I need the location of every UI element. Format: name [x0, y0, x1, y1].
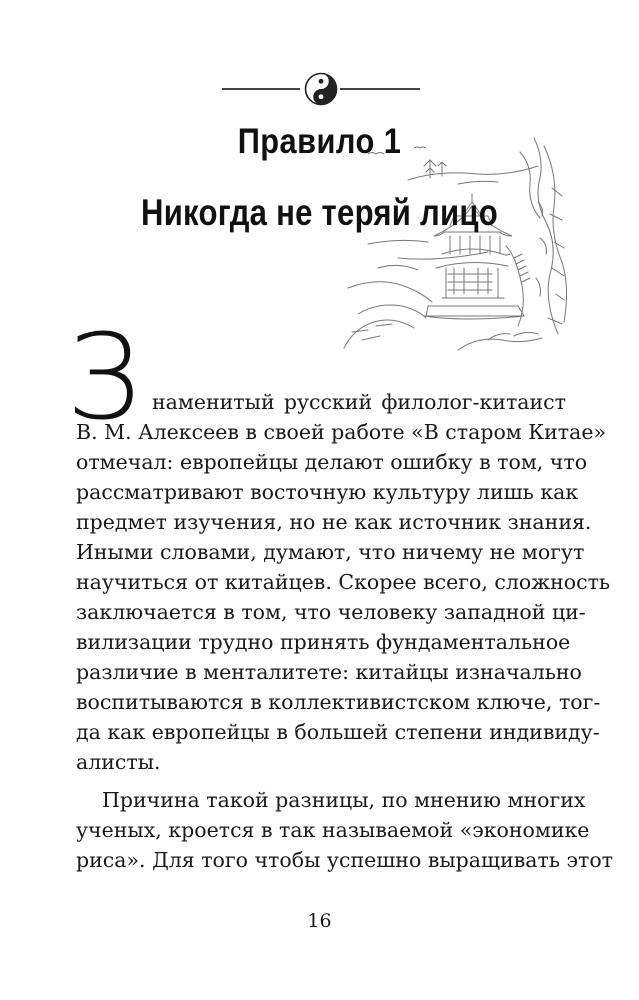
text-line: наменитый русский филолог-китаист: [152, 390, 566, 414]
rule-title-heading: Никогда не теряй лицо: [141, 192, 498, 233]
ornament-line-right: [340, 88, 420, 90]
text-line: ученых, кроется в так называемой «экономике: [76, 818, 590, 842]
ornament-line-left: [222, 88, 300, 90]
header-ornament: [222, 72, 420, 106]
text-line: вилизации трудно принять фундаментальное: [76, 630, 571, 654]
page-number: 16: [307, 910, 332, 932]
text-line: риса». Для того чтобы успешно выращивать этот: [76, 848, 614, 872]
drop-cap: З: [66, 308, 142, 446]
text-line: воспитываются в коллективистском ключе, тог-: [76, 690, 601, 714]
text-line: алисты.: [76, 750, 161, 774]
text-line: Причина такой разницы, по мнению многих: [102, 788, 586, 812]
text-line: отмечал: европейцы делают ошибку в том, что: [76, 450, 588, 474]
text-line: различие в менталитете: китайцы изначально: [76, 660, 582, 684]
text-line: предмет изучения, но не как источник знания.: [76, 510, 592, 534]
text-line: да как европейцы в большей степени индивиду-: [76, 720, 600, 744]
text-line: заключается в том, что человеку западной ци-: [76, 600, 586, 624]
rule-number-heading: Правило 1: [237, 122, 402, 161]
text-line: Иными словами, думают, что ничему не могут: [76, 540, 585, 564]
text-line: научиться от китайцев. Скорее всего, сложность: [76, 570, 611, 594]
text-line: рассматривают восточную культуру лишь как: [76, 480, 579, 504]
text-line: В. М. Алексеев в своей работе «В старом Китае»: [76, 420, 607, 444]
yin-yang-icon: [303, 72, 339, 106]
